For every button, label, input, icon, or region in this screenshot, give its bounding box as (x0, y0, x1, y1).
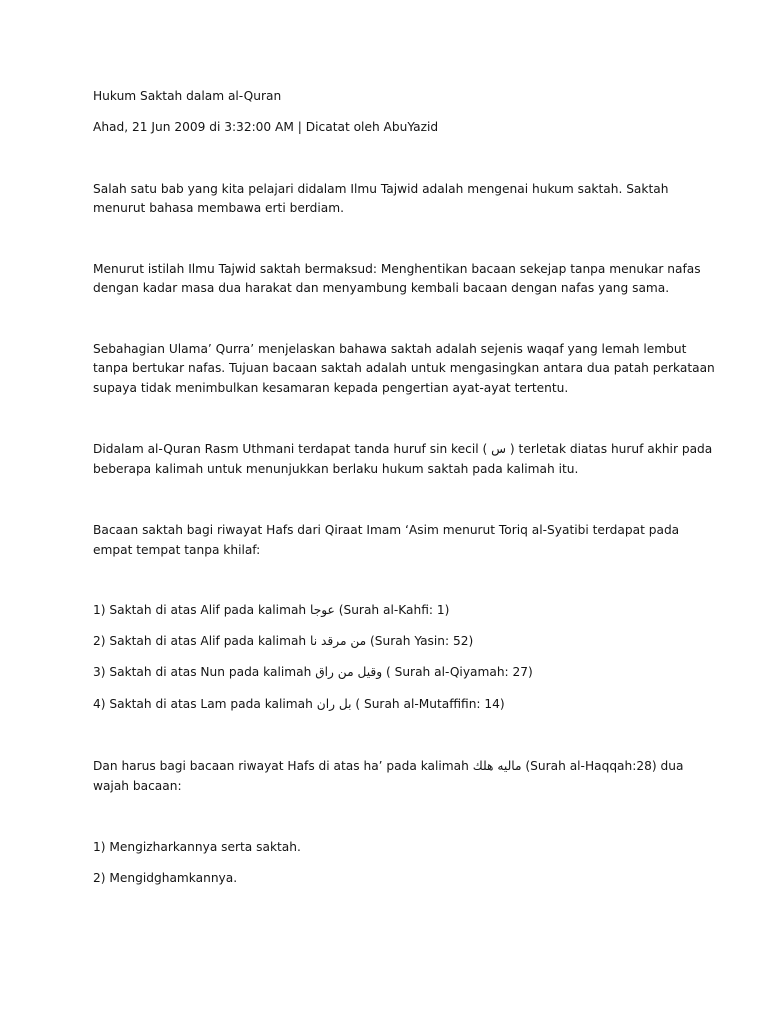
list-item (93, 600, 449, 620)
paragraph-1-line-2: menurut bahasa membawa erti berdiam. (93, 201, 344, 215)
list-item-arabic: وقيل من راق (315, 665, 383, 679)
paragraph-2-line-1: Menurut istilah Ilmu Tajwid saktah bermaksud: Menghentikan bacaan sekejap tanpa menukar nafas (93, 262, 701, 276)
paragraph-6-text-before: Dan harus bagi bacaan riwayat Hafs di atas ha’ pada kalimah (93, 759, 469, 773)
paragraph-5-line-1: Bacaan saktah bagi riwayat Hafs dari Qiraat Imam ‘Asim menurut Toriq al-Syatibi terdapat pada (93, 523, 680, 537)
list-item: 1) Mengizharkannya serta saktah. (93, 840, 301, 854)
paragraph-3-line-3: supaya tidak menimbulkan kesamaran kepada pengertian ayat-ayat tertentu. (93, 381, 569, 395)
paragraph-4-text-before: Didalam al-Quran Rasm Uthmani terdapat tanda huruf sin kecil ( (93, 442, 488, 456)
paragraph-6-text-after: (Surah al-Haqqah:28) dua (525, 759, 684, 773)
paragraph-3-line-1: Sebahagian Ulama’ Qurra’ menjelaskan bahawa saktah adalah sejenis waqaf yang lemah lembut (93, 342, 687, 356)
paragraph-2-line-2: dengan kadar masa dua harakat dan menyambung kembali bacaan dengan nafas yang sama. (93, 281, 670, 295)
paragraph-3-line-2: tanpa bertukar nafas. Tujuan bacaan saktah adalah untuk mengasingkan antara dua patah perkataan (93, 361, 715, 375)
list-item-reference: ( Surah al-Mutaffifin: 14) (355, 697, 505, 711)
byline: Ahad, 21 Jun 2009 di 3:32:00 AM | Dicatat oleh AbuYazid (93, 120, 439, 134)
list-item-arabic: من مرقد نا (310, 634, 367, 648)
paragraph-6-line-2: wajah bacaan: (93, 779, 182, 793)
list-item-text: 1) Saktah di atas Alif pada kalimah (93, 603, 307, 617)
arabic-sin-mark: س (491, 442, 507, 456)
paragraph-4-line-2: beberapa kalimah untuk menunjukkan berlaku hukum saktah pada kalimah itu. (93, 462, 579, 476)
list-item (93, 631, 473, 651)
list-item-arabic: عوجا (310, 603, 335, 617)
list-item-reference: ( Surah al-Qiyamah: 27) (385, 665, 533, 679)
paragraph-4-text-after: ) terletak diatas huruf akhir pada (509, 442, 713, 456)
list-item-text: 3) Saktah di atas Nun pada kalimah (93, 665, 312, 679)
list-item (93, 662, 533, 682)
list-item (93, 694, 505, 714)
list-item: 2) Mengidghamkannya. (93, 871, 238, 885)
list-item-reference: (Surah al-Kahfi: 1) (338, 603, 450, 617)
paragraph-6-arabic: ماليه هلك (472, 759, 522, 773)
list-item-arabic: بل ران (316, 697, 352, 711)
list-item-reference: (Surah Yasin: 52) (370, 634, 474, 648)
paragraph-1-line-1: Salah satu bab yang kita pelajari didalam Ilmu Tajwid adalah mengenai hukum saktah. Saktah (93, 182, 669, 196)
paragraph-6-line-1 (93, 756, 683, 776)
document-title: Hukum Saktah dalam al-Quran (93, 89, 282, 103)
list-item-text: 2) Saktah di atas Alif pada kalimah (93, 634, 307, 648)
paragraph-4-line-1 (93, 439, 712, 459)
list-item-text: 4) Saktah di atas Lam pada kalimah (93, 697, 313, 711)
paragraph-5-line-2: empat tempat tanpa khilaf: (93, 543, 261, 557)
